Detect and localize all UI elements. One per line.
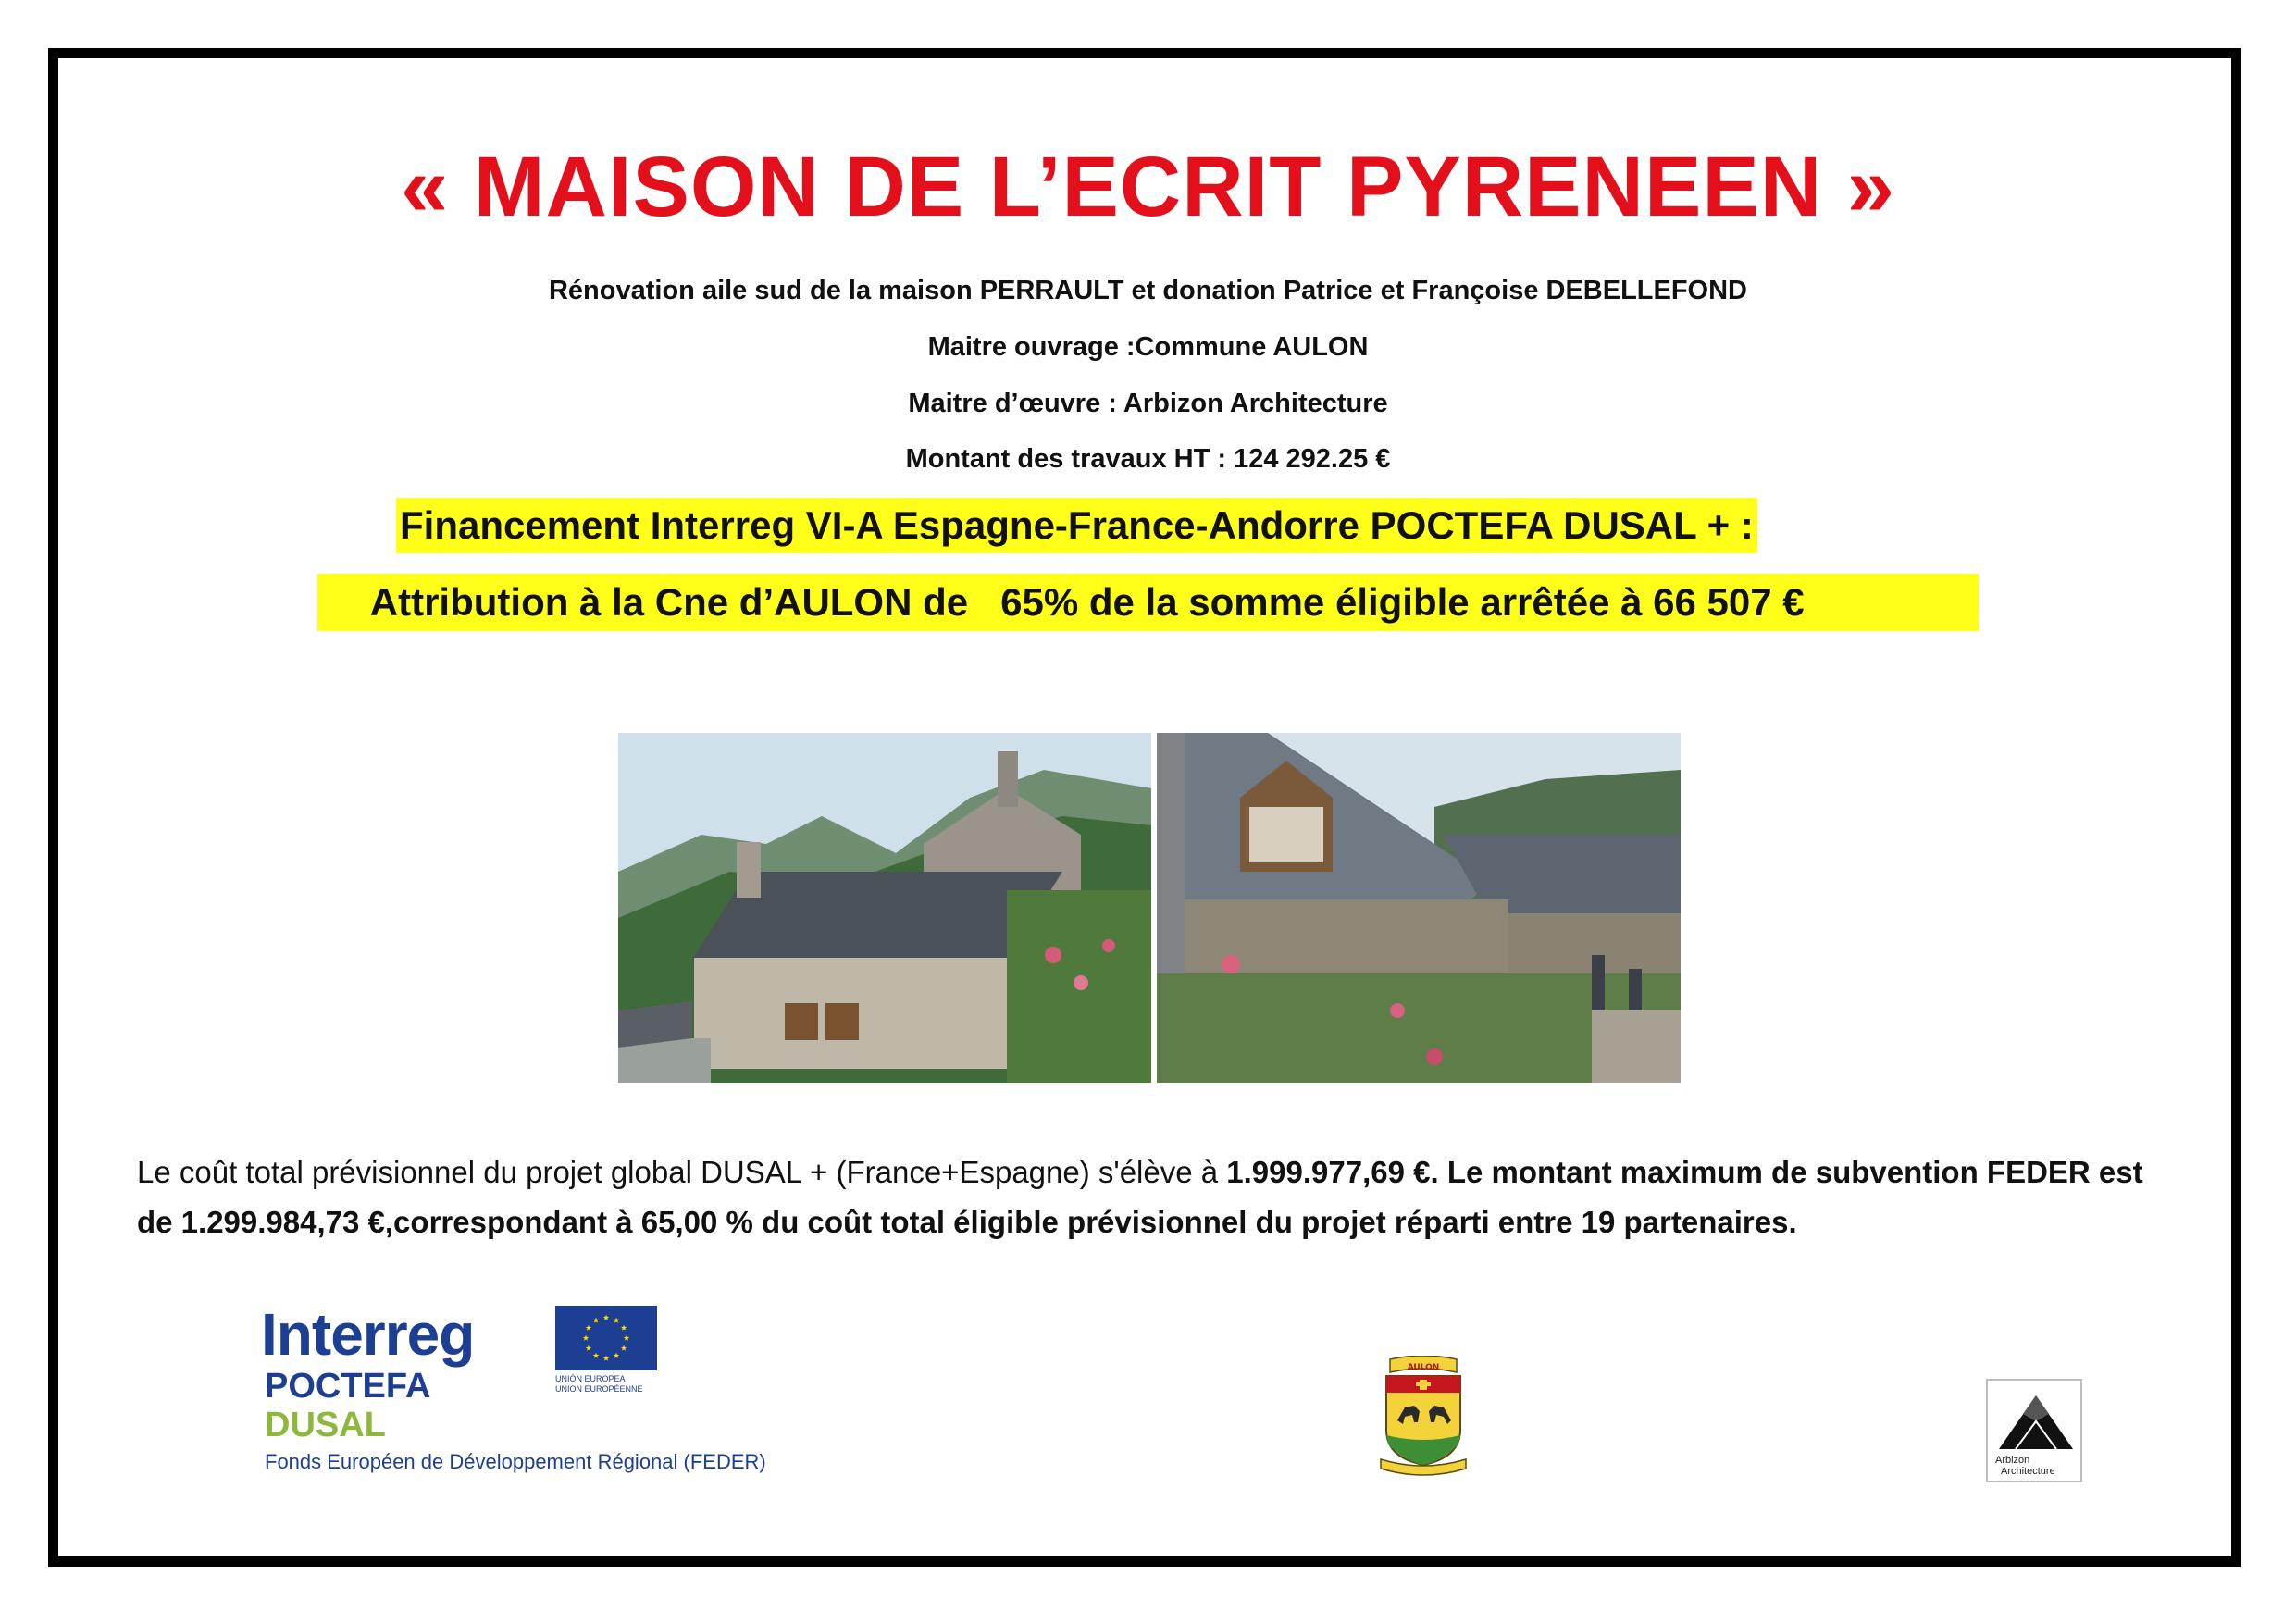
attribution-line: Attribution à la Cne d’AULON de 65% de la somme éligible arrêtée à 66 507 € — [317, 574, 1979, 631]
eu-label-es: UNIÓN EUROPEA — [555, 1374, 626, 1383]
arbizon-name: Arbizon — [1995, 1455, 2030, 1466]
paragraph-feder: . Le montant maximum de subvention FEDER est de 1.299.984,73 €,correspondant à 65,00 % du coût total éligible prévisionnel du projet réparti entre 19 partenaires. — [137, 1155, 2143, 1239]
arbizon-logo — [1986, 1379, 2082, 1482]
aulon-crest — [1377, 1356, 1470, 1478]
maitre-oeuvre: Maitre d’œuvre : Arbizon Architecture — [908, 389, 1388, 418]
eu-label-fr: UNION EUROPÉENNE — [555, 1384, 643, 1394]
interreg-wordmark: Interreg — [261, 1301, 475, 1368]
maitre-ouvrage: Maitre ouvrage :Commune AULON — [927, 332, 1369, 362]
budget-paragraph — [137, 1147, 2173, 1247]
eu-flag-icon — [555, 1306, 657, 1370]
arbizon-subtitle: Architecture — [2001, 1466, 2055, 1477]
interreg-program: POCTEFA — [265, 1367, 431, 1406]
montant-travaux: Montant des travaux HT : 124 292.25 € — [905, 444, 1391, 474]
interreg-fund: Fonds Européen de Développement Régional (FEDER) — [265, 1450, 766, 1473]
house-photo-courtyard — [1157, 733, 1681, 1083]
interreg-logo — [261, 1300, 853, 1473]
interreg-project: DUSAL — [265, 1406, 386, 1444]
page-title: « MAISON DE L’ECRIT PYRENEEN » — [401, 140, 1895, 234]
photo-gallery — [618, 733, 1681, 1083]
paragraph-amount: 1.999.977,69 € — [1226, 1155, 1431, 1189]
project-subtitle: Rénovation aile sud de la maison PERRAULT et donation Patrice et Françoise DEBELLEFOND — [548, 276, 1748, 305]
house-photo-front — [618, 733, 1151, 1083]
crest-name: AULON — [1407, 1363, 1440, 1372]
mountain-icon — [1997, 1394, 2075, 1451]
paragraph-intro: Le coût total prévisionnel du projet global DUSAL + (France+Espagne) s'élève à — [137, 1155, 1227, 1189]
financement-line: Financement Interreg VI-A Espagne-France-Andorre POCTEFA DUSAL + : — [396, 498, 1757, 553]
